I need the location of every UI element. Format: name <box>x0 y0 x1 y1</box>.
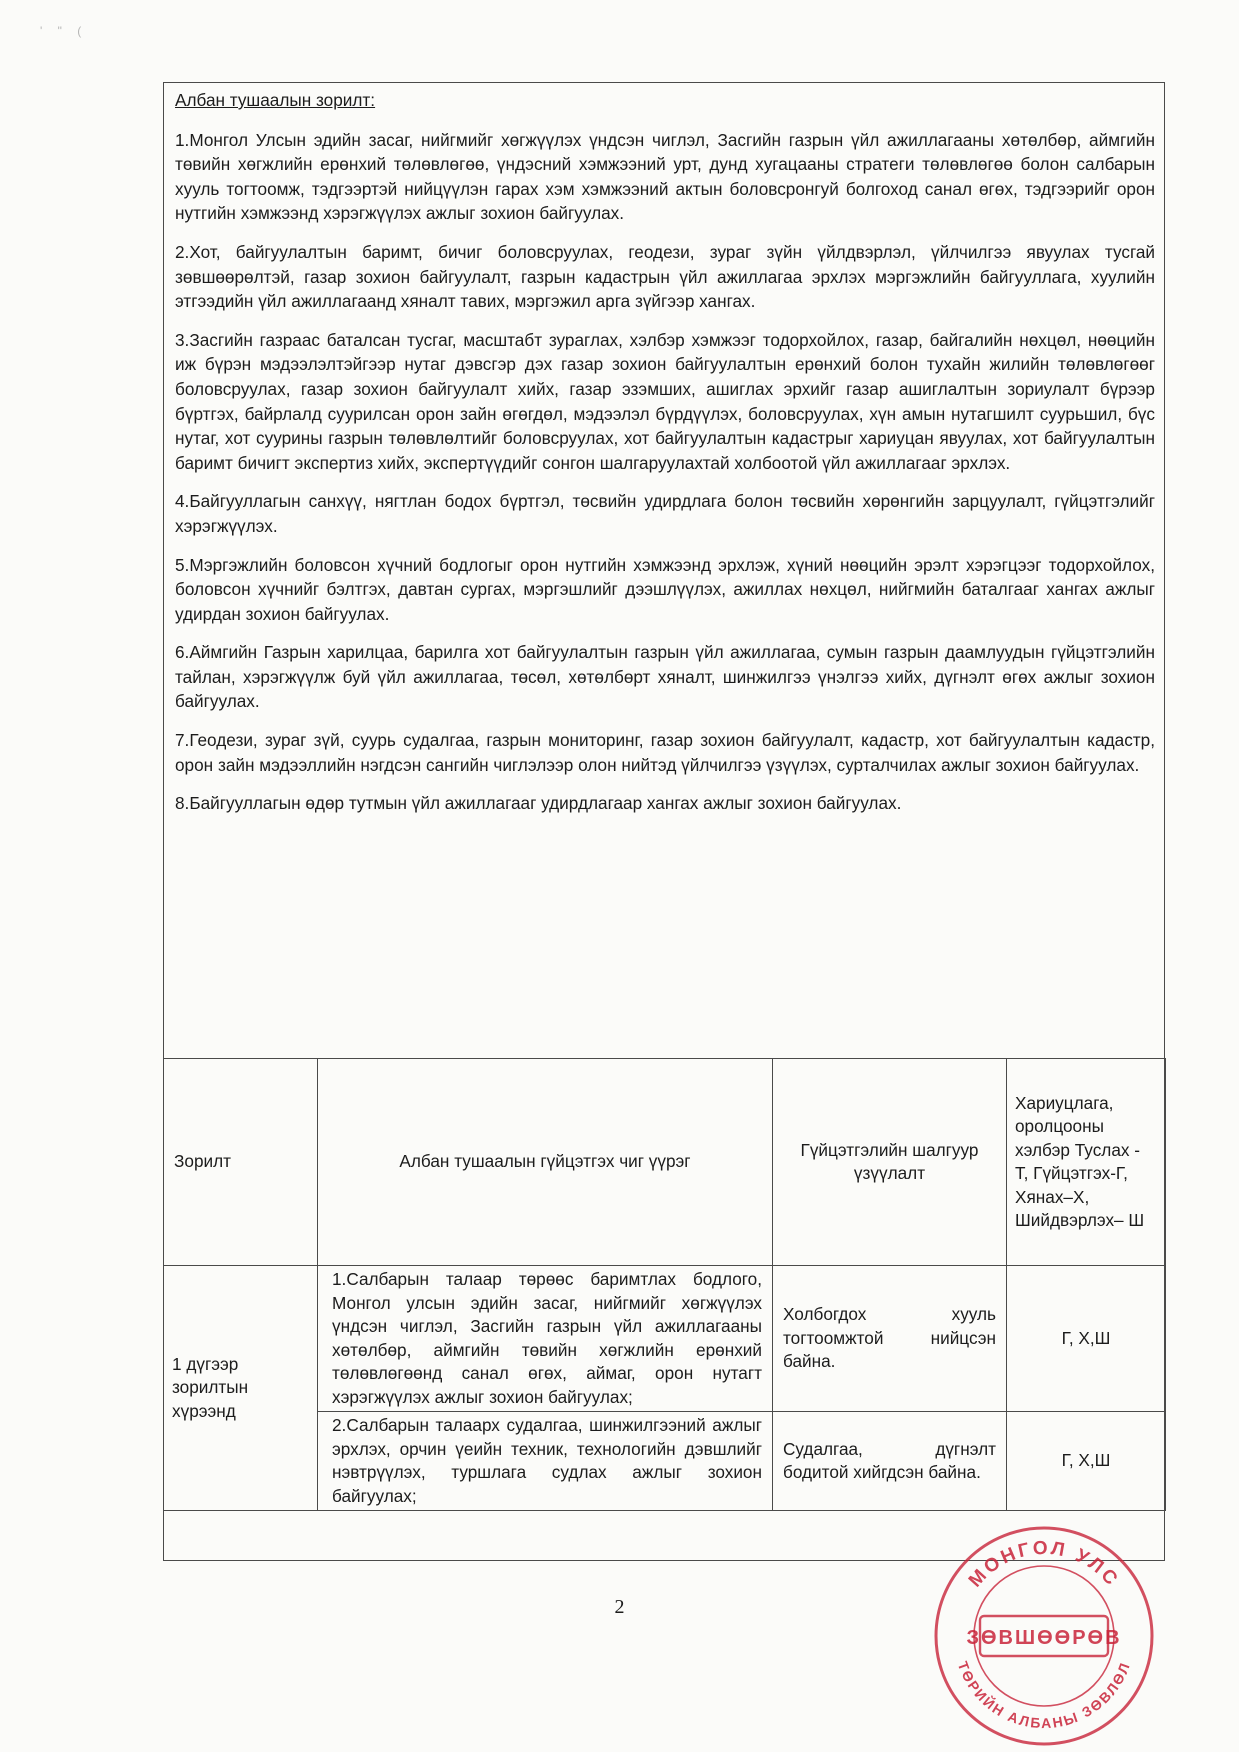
header-goal: Зорилт <box>164 1059 318 1266</box>
goal-item-6: 6.Аймгийн Газрын харилцаа, барилга хот байгуулалтын газрын үйл ажиллагаа, сумын газрын даамлуудын гүйцэтгэлийн тайлан, хэрэгжүүлж буй үйл ажиллагаа, төсөл, хөтөлбөрт хяналт, шинжилгээ үнэлгээ хийх, дүгнэлт өгөх ажлыг зохион байгуулах. <box>175 642 1155 712</box>
stamp-top-text: МОНГОЛ УЛС <box>964 1537 1124 1592</box>
approval-stamp-icon <box>924 1520 1164 1752</box>
goal-item-2: 2.Хот, байгуулалтын баримт, бичиг боловсруулах, геодези, зураг зүйн үйлдвэрлэл, үйлчилгээ явуулах тусгай зөвшөөрөлтэй, газар зохион байгуулалт, газрын кадастрын үйл ажиллагаа эрхлэх мэргэжлийн байгууллага, хуулийн этгээдийн үйл ажиллагаанд хяналт тавих, мэргэжил арга зүйгээр хангах. <box>175 241 1155 312</box>
stamp-center-text: ЗӨВШӨӨРӨВ <box>966 1627 1122 1649</box>
goal-item-3: 3.Засгийн газраас баталсан тусгаг, масштабт зураглах, хэлбэр хэмжээг тодорхойлох, газар, байгалийн нөхцөл, нөөцийн иж бүрэн мэдээлэлтэйгээр нутаг дэвсгэр дэх газар зохион байгуулалтын ерөнхий болон тухайн жилийн төлөвлөгөөг боловсруулах, газар зохион байгуулалт хийх, газар эзэмших, ашиглах эрхийг газар ашиглалтын зориулалт бүрээр бүртгэх, байрлалд суурилсан орон зайн өгөгдөл, мэдээлэл бүрдүүлэх, боловсруулах, хүн амын нутагшилт суурьшил, бүс нутаг, хот суурины газрын төлөвлөлтийг боловсруулах, хот байгуулалтын кадастрыг хариуцан явуулах, хот байгуулалтын баримт бичигт экспертиз хийх, экспертүүдийг сонгон шалгаруулахтай холбоотой үйл ажиллагааг эрхлэх. <box>175 329 1155 473</box>
goals-section <box>175 84 1155 830</box>
page-number: 2 <box>614 1596 625 1618</box>
criteria-cell: Судалгаа, дүгнэлт бодитой хийгдсэн байна. <box>773 1412 1007 1511</box>
responsibility-cell: Г, Х,Ш <box>1007 1266 1166 1412</box>
goal-item-8: 8.Байгууллагын өдөр тутмын үйл ажиллагааг удирдлагаар хангах ажлыг зохион байгуулах. <box>175 793 902 814</box>
stamp-bottom-text: ТӨРИЙН АЛБАНЫ ЗӨВЛӨЛ <box>954 1659 1134 1732</box>
responsibility-cell: Г, Х,Ш <box>1007 1412 1166 1511</box>
criteria-cell: Холбогдох хууль тогтоомжтой нийцсэн байна. <box>773 1266 1007 1412</box>
goal-item-4: 4.Байгууллагын санхүү, нягтлан бодох бүртгэл, төсвийн удирдлага болон төсвийн хөрөнгийн зарцуулалт, гүйцэтгэлийг хэрэгжүүлэх. <box>175 491 1155 536</box>
duties-table <box>163 1058 1166 1511</box>
table-row <box>164 1266 1166 1412</box>
goal-group-label: 1 дүгээр зорилтын хүрээнд <box>164 1266 318 1511</box>
goal-item-1: 1.Монгол Улсын эдийн засаг, нийгмийг хөгжүүлэх үндсэн чиглэл, Засгийн газрын үйл ажиллагааны хөтөлбөр, аймгийн төвийн хөгжлийн ерөнхий төлөвлөгөө, үндэсний хэмжээний урт, дунд хугацааны стратеги төлөвлөгөө болон салбарын хууль тогтоомж, тэдгээртэй нийцүүлэн гарах хэм хэмжээний актын боловсронгуй болгоход санал өгөх, тэдгээрийг орон нутгийн хэмжээнд хэрэгжүүлэх ажлыг зохион байгуулах. <box>175 129 1155 224</box>
goal-item-5: 5.Мэргэжлийн боловсон хүчний бодлогыг орон нутгийн хэмжээнд эрхлэж, хүний нөөцийн эрэлт хэрэгцээг тодорхойлох, боловсон хүчнийг бэлтгэх, давтан сургах, мэргэшлийг дээшлүүлэх, ажиллах нөхцөл, нийгмийн баталгааг хангах ажлыг удирдан зохион байгуулах. <box>175 554 1155 624</box>
header-duty: Албан тушаалын гүйцэтгэх чиг үүрэг <box>318 1059 773 1266</box>
table-header-row <box>164 1059 1166 1266</box>
duty-cell: 2.Салбарын талаарх судалгаа, шинжилгээний ажлыг эрхлэх, орчин үеийн техник, технологийн дэвшлийг нэвтрүүлэх, туршлага судлах ажлыг зохион байгуулах; <box>318 1412 773 1511</box>
header-criteria: Гүйцэтгэлийн шалгуур үзүүлалт <box>773 1059 1007 1266</box>
goal-item-7: 7.Геодези, зураг зүй, суурь судалгаа, газрын мониторинг, газар зохион байгуулалт, кадастр, хот байгуулалтын кадастр, орон зайн мэдээллийн нэгдсэн сангийн чиглэлээр олон нийтэд үйлчилгээ үзүүлэх, сурталчилах ажлыг зохион байгуулах. <box>175 730 1155 775</box>
header-responsibility: Хариуцлага, оролцооны хэлбэр Туслах - Т, Гүйцэтгэх-Г, Хянах–Х, Шийдвэрлэх– Ш <box>1007 1059 1166 1266</box>
goals-title: Албан тушаалын зорилт: <box>175 90 376 110</box>
duty-cell: 1.Салбарын талаар төрөөс баримтлах бодлого, Монгол улсын эдийн засаг, нийгмийг хөгжүүлэх үндсэн чиглэл, Засгийн газрын үйл ажиллагааны хөтөлбөр, аймгийн төвийн хөгжлийн ерөнхий төлөвлөгөөнд санал өгөх, аймаг, орон нутагт хэрэгжүүлэх ажлыг зохион байгуулах; <box>318 1266 773 1412</box>
scan-artifact: ' " ( <box>40 24 88 38</box>
